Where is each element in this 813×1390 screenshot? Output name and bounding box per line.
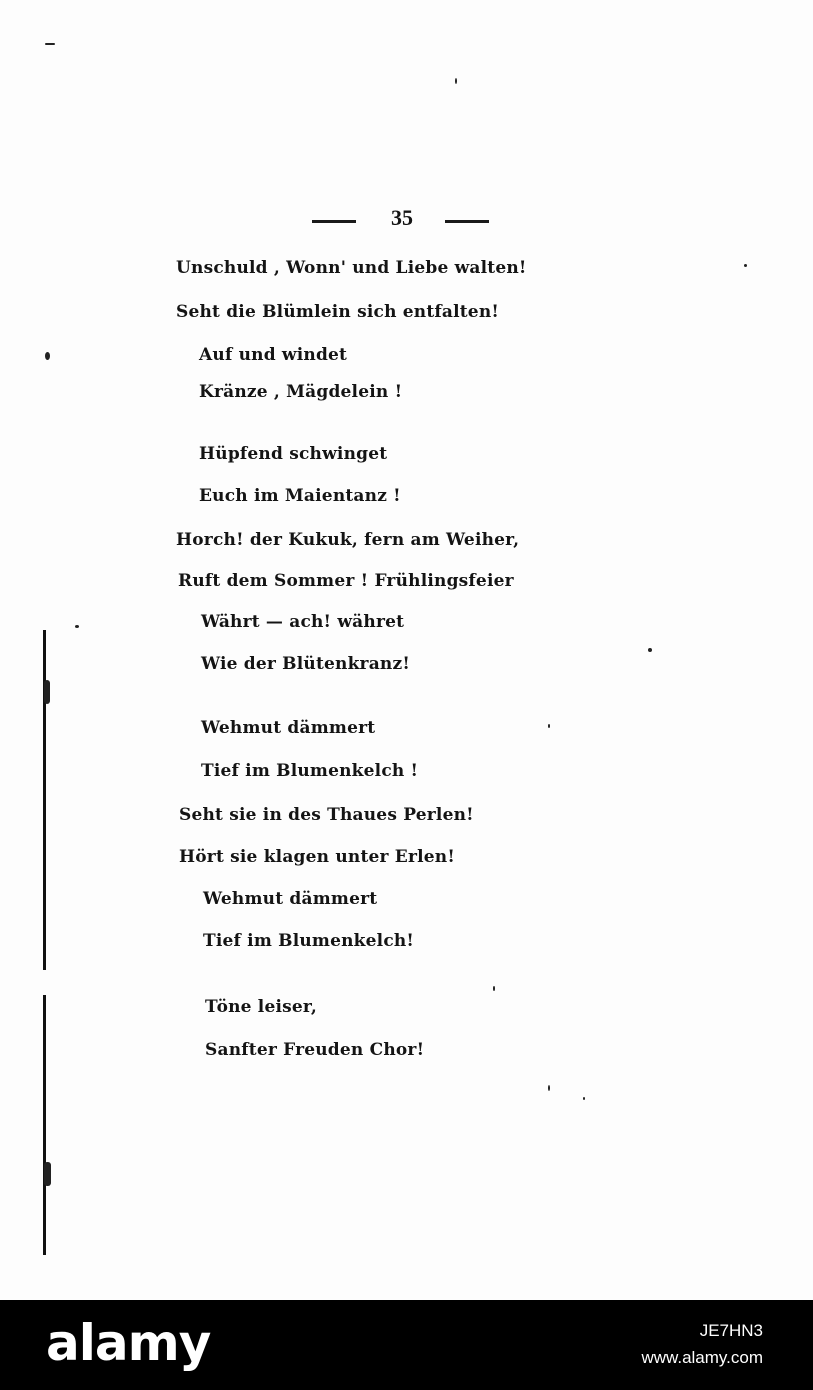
page-number: 35 [391,205,413,230]
print-speck [744,264,747,267]
image-id: JE7HN3 [699,1321,763,1340]
site-url: www.alamy.com [641,1348,763,1367]
poem-line: Tief im Blumenkelch! [203,931,415,951]
header-rule-right [445,220,489,223]
poem-line: Unschuld , Wonn' und Liebe walten! [176,258,527,278]
poem-line: Währt — ach! währet [201,612,405,632]
print-speck [44,1162,51,1186]
poem-line: Hüpfend schwinget [199,444,388,464]
poem-line: Töne leiser, [205,997,317,1017]
print-speck [455,78,457,84]
binding-edge [43,995,46,1255]
print-speck [44,680,50,704]
print-speck [45,43,55,45]
header-rule-left [312,220,356,223]
poem-line: Seht die Blümlein sich entfalten! [176,302,500,322]
poem-line: Tief im Blumenkelch ! [201,761,419,781]
print-speck [493,986,495,991]
print-speck [548,724,550,728]
poem-line: Seht sie in des Thaues Perlen! [179,805,474,825]
print-speck [648,648,652,652]
print-speck [548,1085,550,1091]
poem-line: Auf und windet [199,345,348,365]
page-header [300,203,500,243]
poem-line: Wehmut dämmert [201,718,376,738]
poem-line: Hört sie klagen unter Erlen! [179,847,455,867]
poem-line: Horch! der Kukuk, fern am Weiher, [176,530,520,550]
poem-line: Kränze , Mägdelein ! [199,382,403,402]
poem-line: Ruft dem Sommer ! Frühlingsfeier [178,571,514,591]
print-speck [75,625,79,628]
poem-line: Wehmut dämmert [203,889,378,909]
print-speck [583,1097,585,1100]
watermark-banner [0,1300,813,1390]
alamy-logo: alamy [46,1314,211,1372]
poem-line: Sanfter Freuden Chor! [205,1040,425,1060]
poem-line: Euch im Maientanz ! [199,486,401,506]
poem-line: Wie der Blütenkranz! [201,654,411,674]
print-speck [45,352,50,360]
